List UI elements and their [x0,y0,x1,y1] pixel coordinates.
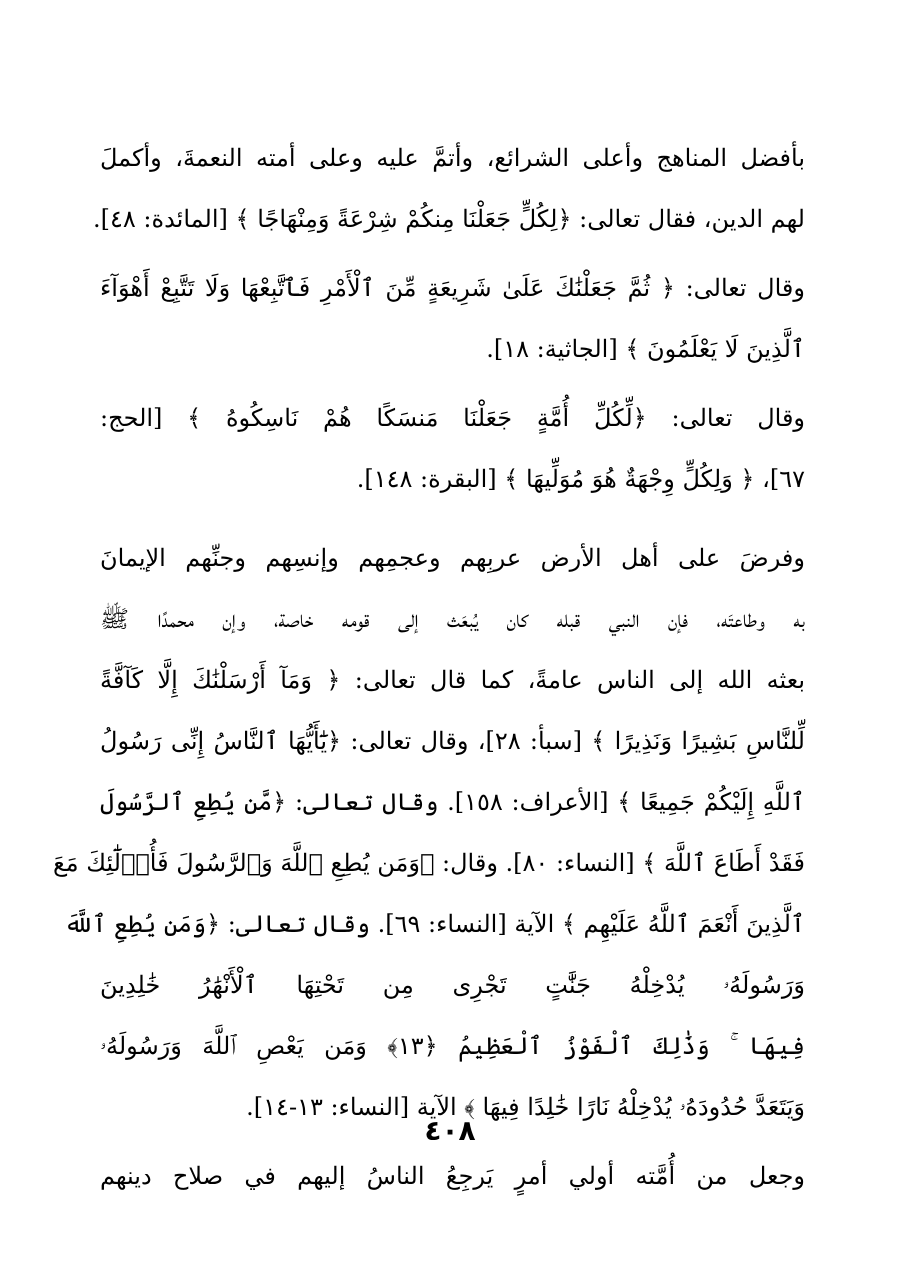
body-text [52,128,805,1207]
text-line-1: بأفضل المناهج وأعلى الشرائع، وأتمَّ عليه وعلى أمته النعمةَ، وأكملَ [100,144,805,172]
page-number: ٤٠٨ [424,1114,476,1147]
text-line-9: بعثه الله إلى الناس عامةً، كما قال تعالى: ﴿ وَمَآ أَرْسَلْنَٰكَ إِلَّا كَآفَّةً [100,666,805,694]
text-line-7: وفرضَ على أهل الأرض عربِهم وعجمِهم وإنسِهم وجنِّهم الإيمانَ [100,544,805,572]
text-line-8: به وطاعتَه، فإن النبي قبله كان يُبعَث إلى قومه خاصة، وإن محمدًا ﷺ [100,605,805,633]
text-line-5: وقال تعالى: ﴿لِّكُلِّ أُمَّةٍ جَعَلْنَا مَنسَكًا هُمْ نَاسِكُوهُ ﴾ [الحج: [100,404,805,432]
text-line-2: لهم الدين، فقال تعالى: ﴿لِكُلٍّ جَعَلْنَا مِنكُمْ شِرْعَةً وَمِنْهَاجًا ﴾ [المائدة: ٤٨]. [93,205,805,233]
text-line-16: وَيَتَعَدَّ حُدُودَهُۥ يُدْخِلْهُ نَارًا خَٰلِدًا فِيهَا ﴾ الآية [النساء: ١٣-١٤]. [246,1093,805,1121]
text-line-15: فِيهَا ۚ وَذَٰلِكَ ٱلْفَوْزُ ٱلْعَظِيمُ ﴿١٣﴾ وَمَن يَعْصِ ٱللَّهَ وَرَسُولَهُۥ [100,1032,805,1060]
text-line-11: ٱللَّهِ إِلَيْكُمْ جَمِيعًا ﴾ [الأعراف: ١٥٨]. وقال تعالى: ﴿مَّن يُطِعِ ٱلرَّسُولَ [100,788,805,816]
text-line-13: ٱلَّذِينَ أَنْعَمَ ٱللَّهُ عَلَيْهِم ﴾ الآية [النساء: ٦٩]. وقال تعالى: ﴿وَمَن يُطِعِ ٱللَّهَ [64,910,805,938]
text-line-12: فَقَدْ أَطَاعَ ٱللَّهَ ﴾ [النساء: ٨٠]. وقال: ﴿وَمَن يُطِعِ ٱللَّهَ وَٱلرَّسُولَ فَأُو۟لَٰٓئِكَ مَعَ [52,849,805,877]
text-line-10: لِّلنَّاسِ بَشِيرًا وَنَذِيرًا ﴾ [سبأ: ٢٨]، وقال تعالى: ﴿يَٰٓأَيُّهَا ٱلنَّاسُ إِنِّى رَسُولُ [100,727,805,755]
text-line-4: ٱلَّذِينَ لَا يَعْلَمُونَ ﴾ [الجاثية: ١٨]. [486,335,805,363]
text-line-6: ٦٧]، ﴿ وَلِكُلٍّ وِجْهَةٌ هُوَ مُوَلِّيهَا ﴾ [البقرة: ١٤٨]. [356,465,805,493]
text-line-17: وجعل من أُمَّته أولي أمرٍ يَرجِعُ الناسُ إليهم في صلاح دينهم [100,1162,805,1190]
text-line-14: وَرَسُولَهُۥ يُدْخِلْهُ جَنَّٰتٍ تَجْرِى مِن تَحْتِهَا ٱلْأَنْهَٰرُ خَٰلِدِينَ [100,971,805,999]
text-line-3: وقال تعالى: ﴿ ثُمَّ جَعَلْنَٰكَ عَلَىٰ شَرِيعَةٍ مِّنَ ٱلْأَمْرِ فَٱتَّبِعْهَا وَلَا تَتَّبِعْ أَهْوَآءَ [100,274,805,302]
